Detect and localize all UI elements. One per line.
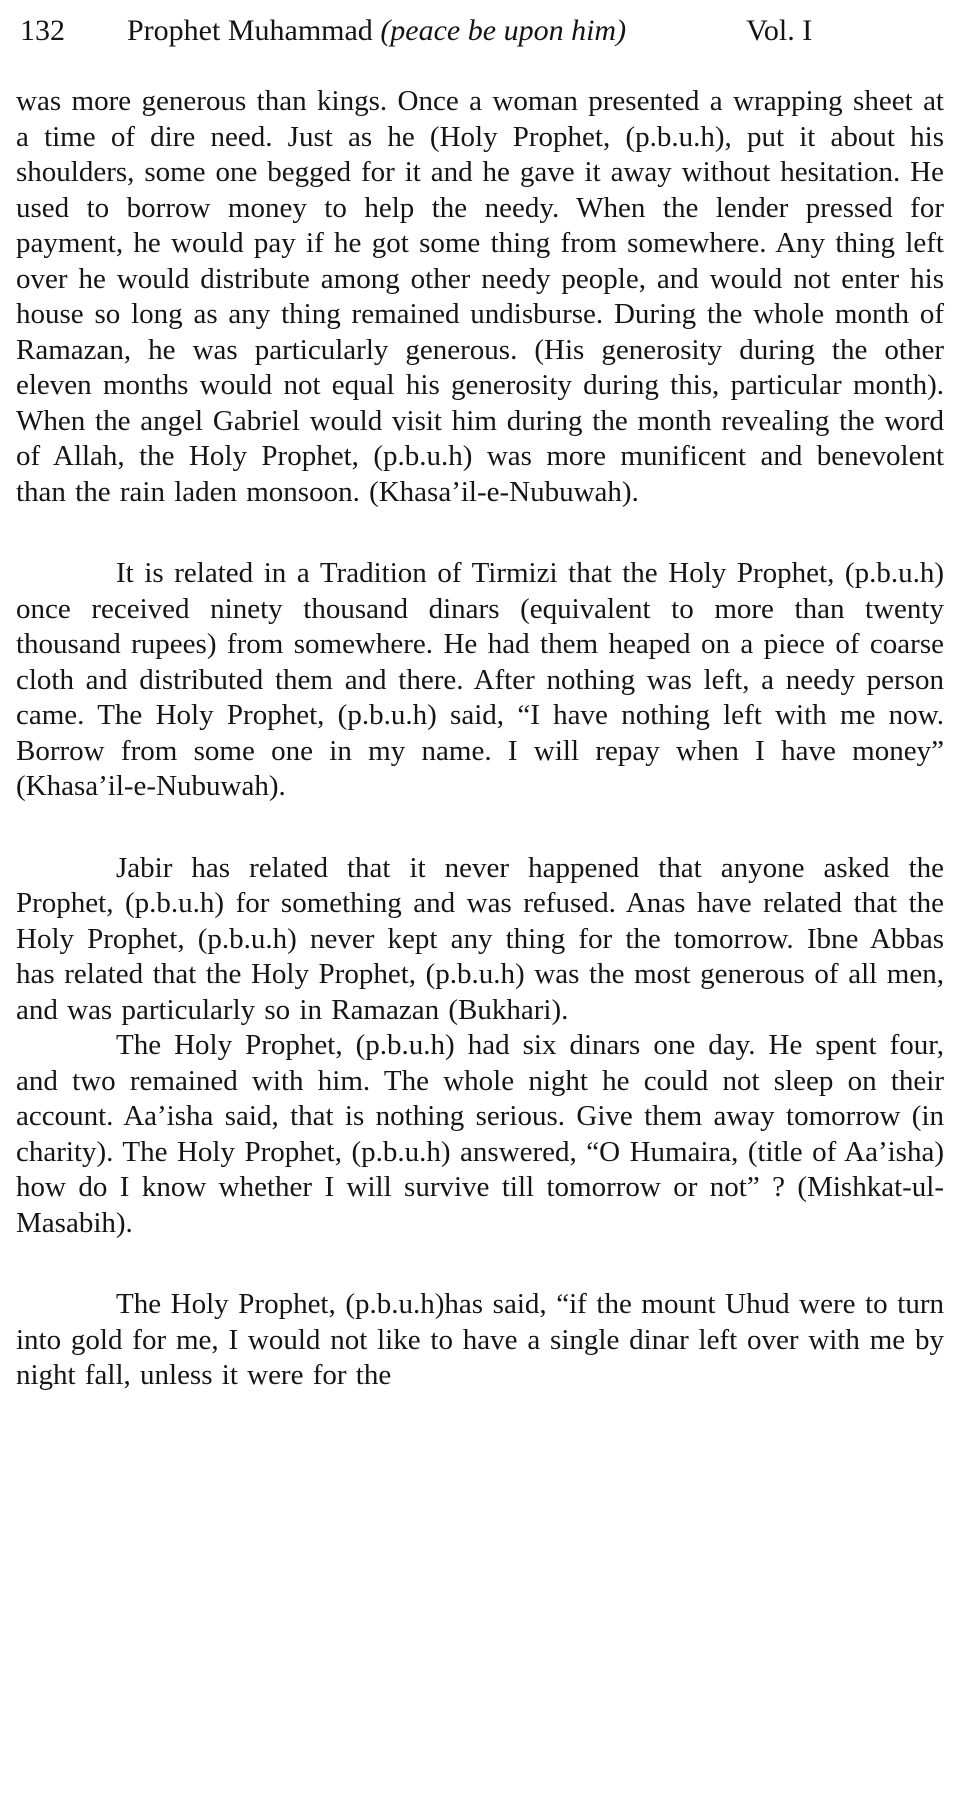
volume-label: Vol. I (746, 14, 813, 47)
paragraph: The Holy Prophet, (p.b.u.h)has said, “if the mount Uhud were to turn into gold for me, I would not like to have a single dinar left over with me by night fall, unless it were for the (16, 1288, 944, 1391)
paragraph: It is related in a Tradition of Tirmizi that the Holy Prophet, (p.b.u.h) once received ninety thousand dinars (equivalent to more than twenty thousand rupees) from somewhere. He had them heaped on a piece of coarse cloth and distributed them and there. After nothing was left, a needy person came. The Holy Prophet, (p.b.u.h) said, “I have nothing left with me now. Borrow from some one in my name. I will repay when I have money” (Khasa’il-e-Nubuwah). (16, 557, 944, 802)
page-content (16, 84, 944, 1394)
paragraph: The Holy Prophet, (p.b.u.h) had six dinars one day. He spent four, and two remained with him. The whole night he could not sleep on their account. Aa’isha said, that is nothing serious. Give them away tomorrow (in charity). The Holy Prophet, (p.b.u.h) answered, “O Humaira, (title of Aa’isha) how do I know whether I will survive till tomorrow or not” ? (Mishkat-ul-Masabih). (16, 1029, 944, 1239)
page-header (16, 12, 944, 50)
paragraph: was more generous than kings. Once a woman presented a wrapping sheet at a time of dire need. Just as he (Holy Prophet, (p.b.u.h), put it about his shoulders, some one begged for it and he gave it away without hesitation. He used to borrow money to help the needy. When the lender pressed for payment, he would pay if he got some thing from somewhere. Any thing left over he would distribute among other needy people, and would not enter his house so long as any thing remained undisburse. During the whole month of Ramazan, he was particularly generous. (His generosity during the other eleven months would not equal his generosity during this, particular month). When the angel Gabriel would visit him during the month revealing the word of Allah, the Holy Prophet, (p.b.u.h) was more munificent and benevolent than the rain laden monsoon. (Khasa’il-e-Nubuwah). (16, 85, 944, 508)
book-title-main: Prophet Muhammad (127, 14, 381, 47)
book-title (127, 12, 626, 50)
paragraph: Jabir has related that it never happened that anyone asked the Prophet, (p.b.u.h) for something and was refused. Anas have related that the Holy Prophet, (p.b.u.h) never kept any thing for the tomorrow. Ibne Abbas has related that the Holy Prophet, (p.b.u.h) was the most generous of all men, and was particularly so in Ramazan (Bukhari). (16, 851, 944, 1026)
book-title-italic: (peace be upon him) (380, 14, 627, 47)
page-number: 132 (20, 14, 65, 47)
